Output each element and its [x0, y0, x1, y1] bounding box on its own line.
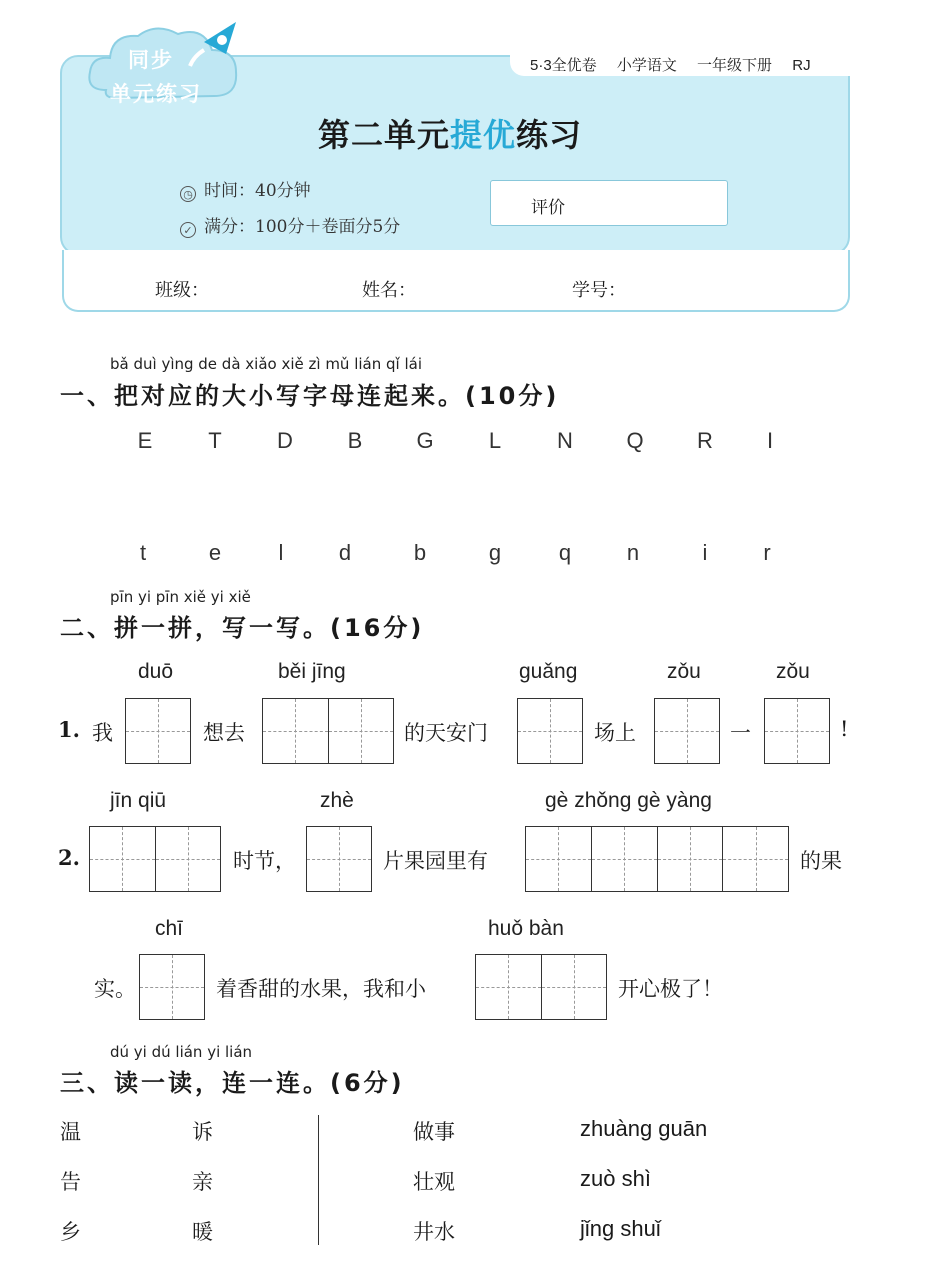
match-char[interactable]: 亲 — [192, 1170, 213, 1194]
q2-number: 2. — [58, 845, 80, 870]
time-limit: ◷ 时间：40分钟 — [180, 176, 311, 202]
writing-grid[interactable] — [89, 826, 221, 892]
lower-letter[interactable]: q — [558, 540, 572, 565]
lower-letter[interactable]: r — [763, 540, 771, 565]
lower-letter[interactable]: i — [702, 540, 708, 565]
q2-pinyin: jīn qiū — [110, 789, 167, 812]
q1-text: 想去 — [203, 721, 245, 745]
badge-line1: 同步 — [128, 48, 174, 72]
q2-pinyin: gè zhǒng gè yàng — [545, 789, 712, 812]
writing-grid[interactable] — [125, 698, 191, 764]
q2-text: 片果园里有 — [383, 849, 488, 873]
section1-pinyin: bǎ duì yìng de dà xiǎo xiě zì mǔ lián qǐ lái — [110, 355, 422, 373]
q1-pinyin: guǎng — [519, 660, 578, 683]
section3-pinyin: dú yi dú lián yi lián — [110, 1043, 253, 1061]
check-icon: ✓ — [180, 222, 196, 238]
upper-letter[interactable]: L — [488, 428, 502, 453]
q2-text: 时节， — [233, 849, 296, 873]
upper-letter[interactable]: D — [277, 428, 293, 453]
title-accent: 提优 — [449, 116, 516, 154]
lower-letter[interactable]: d — [338, 540, 352, 565]
writing-grid[interactable] — [262, 698, 394, 764]
q1-pinyin: duō — [138, 660, 174, 683]
lower-letter[interactable]: n — [626, 540, 640, 565]
lower-letter[interactable]: g — [488, 540, 502, 565]
q1-pinyin: zǒu — [776, 660, 810, 683]
q1-text: 的天安门 — [404, 721, 488, 745]
evaluation-box[interactable]: 评价 — [490, 180, 728, 226]
writing-grid[interactable] — [517, 698, 583, 764]
q1-text: ! — [840, 717, 849, 741]
subject: 小学语文 — [616, 57, 677, 74]
q1-text: 我 — [92, 721, 113, 745]
grade: 一年级下册 — [697, 57, 773, 74]
section1-title: 一、把对应的大小写字母连起来。(10分) — [60, 382, 560, 410]
q1-number: 1. — [58, 717, 80, 742]
match-word[interactable]: 壮观 — [413, 1170, 455, 1194]
upper-letter[interactable]: N — [557, 428, 573, 453]
full-score: ✓ 满分：100分＋卷面分5分 — [180, 212, 400, 238]
q3-text: 开心极了！ — [618, 977, 723, 1001]
section2-pinyin: pīn yi pīn xiě yi xiě — [110, 588, 251, 606]
section2-title: 二、拼一拼，写一写。(16分) — [60, 614, 425, 642]
match-word[interactable]: 井水 — [413, 1220, 455, 1244]
upper-letter[interactable]: E — [137, 428, 153, 453]
q2-text: 的果 — [800, 849, 842, 873]
q3-text: 实。 — [94, 977, 136, 1001]
q3-pinyin: huǒ bàn — [488, 917, 564, 940]
badge-line2: 单元练习 — [110, 82, 202, 106]
lower-letter[interactable]: l — [278, 540, 284, 565]
upper-letter[interactable]: G — [416, 428, 434, 453]
edition: RJ — [792, 57, 811, 74]
q1-text: 一 — [730, 721, 751, 745]
name-label[interactable]: 姓名： — [362, 280, 416, 301]
series-info — [530, 54, 827, 75]
page-title — [0, 110, 900, 156]
lower-letter[interactable]: e — [208, 540, 222, 565]
writing-grid[interactable] — [654, 698, 720, 764]
writing-grid[interactable] — [475, 954, 607, 1020]
q3-pinyin: chī — [155, 917, 184, 940]
writing-grid[interactable] — [764, 698, 830, 764]
q1-text: 场上 — [594, 721, 636, 745]
writing-grid[interactable] — [525, 826, 789, 892]
match-pinyin[interactable]: zhuàng guān — [580, 1116, 708, 1141]
match-word[interactable]: 做事 — [413, 1120, 455, 1144]
match-char[interactable]: 告 — [60, 1170, 81, 1194]
writing-grid[interactable] — [306, 826, 372, 892]
series-name: 5·3全优卷 — [530, 57, 597, 74]
section3-title: 三、读一读，连一连。(6分) — [60, 1069, 405, 1097]
writing-grid[interactable] — [139, 954, 205, 1020]
title-post: 练习 — [516, 116, 583, 154]
upper-letter[interactable]: I — [766, 428, 774, 453]
lower-letter[interactable]: b — [413, 540, 427, 565]
match-char[interactable]: 乡 — [60, 1220, 81, 1244]
column-divider — [318, 1115, 319, 1245]
upper-letter[interactable]: T — [208, 428, 222, 453]
q2-pinyin: zhè — [320, 789, 354, 812]
upper-letter[interactable]: R — [697, 428, 713, 453]
match-char[interactable]: 诉 — [192, 1120, 213, 1144]
q1-pinyin: běi jīng — [278, 660, 346, 683]
title-pre: 第二单元 — [317, 116, 450, 154]
class-label[interactable]: 班级： — [155, 280, 209, 301]
upper-letter[interactable]: Q — [626, 428, 644, 453]
match-pinyin[interactable]: jǐng shuǐ — [580, 1216, 661, 1241]
clock-icon: ◷ — [180, 186, 196, 202]
match-char[interactable]: 暖 — [192, 1220, 213, 1244]
q3-text: 着香甜的水果，我和小 — [216, 977, 426, 1001]
upper-letter[interactable]: B — [347, 428, 363, 453]
student-id-label[interactable]: 学号： — [572, 280, 626, 301]
q1-pinyin: zǒu — [667, 660, 701, 683]
match-char[interactable]: 温 — [60, 1120, 81, 1144]
match-pinyin[interactable]: zuò shì — [580, 1166, 651, 1191]
lower-letter[interactable]: t — [139, 540, 147, 565]
